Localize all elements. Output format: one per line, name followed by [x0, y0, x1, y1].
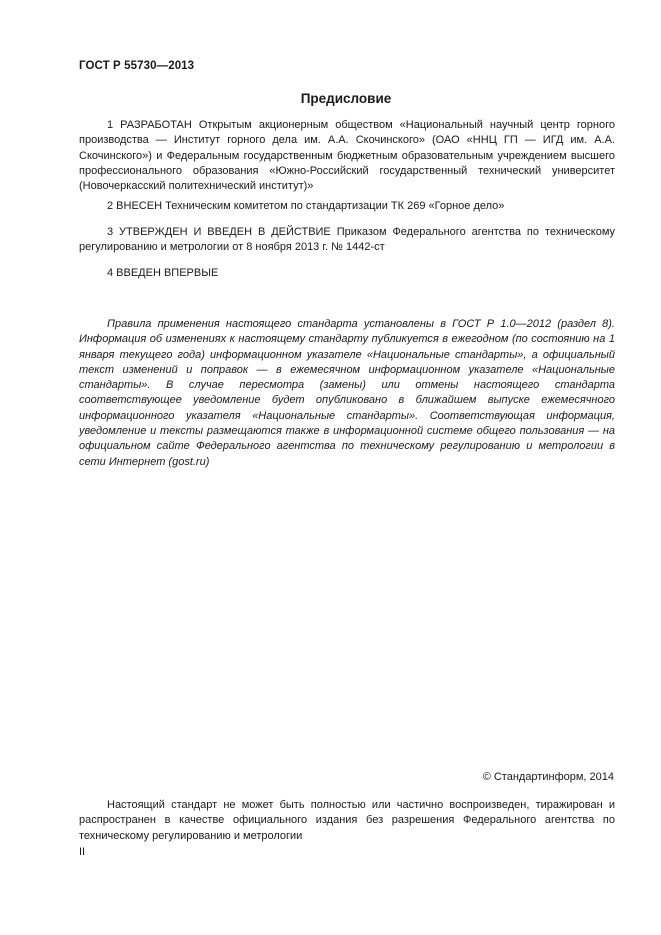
- foreword-item-2-text: Техническим комитетом по стандартизации ТК 269 «Горное дело»: [162, 200, 505, 212]
- foreword-item-4: [79, 266, 615, 281]
- page-number: II: [79, 846, 86, 858]
- foreword-item-2-label: 2 ВНЕСЕН: [107, 200, 163, 212]
- foreword-item-3-label: 3 УТВЕРЖДЕН И ВВЕДЕН В ДЕЙСТВИЕ: [107, 226, 331, 238]
- foreword-item-1: [79, 118, 615, 194]
- foreword-item-3-text: Приказом Федерального агентства по техническому регулированию и метрологии от 8 ноября 2013 г. № 1442-ст: [79, 226, 615, 254]
- legal-notice: Настоящий стандарт не может быть полностью или частично воспроизведен, тиражирован и распространен в качестве официального издания без разрешения Федерального агентства по техническому регулированию и метрологии: [79, 799, 615, 842]
- foreword-item-3: [79, 225, 615, 256]
- document-header: ГОСТ Р 55730—2013: [79, 60, 195, 72]
- foreword-item-1-text: Открытым акционерным обществом «Национальный научный центр горного производства — Институт горного дела им. А.А. Скочинского» (ОАО «ННЦ ГП — ИГД им. А.А. Скочинского») и Федеральным государственным бюджетным образовательным учреждением высшего профессионального образования «Южно-Российский государственный технический университет (Новочеркасский политехнический институт)»: [79, 119, 616, 193]
- section-title: Предисловие: [300, 91, 392, 106]
- foreword-item-2: [79, 199, 615, 214]
- foreword-item-4-label: 4 ВВЕДЕН ВПЕРВЫЕ: [107, 267, 219, 279]
- foreword-item-1-label: 1 РАЗРАБОТАН: [107, 119, 192, 131]
- copyright-notice: © Стандартинформ, 2014: [482, 771, 614, 783]
- usage-note: Правила применения настоящего стандарта установлены в ГОСТ Р 1.0—2012 (раздел 8). Информация об изменениях к настоящему стандарту публикуется в ежегодном (по состоянию на 1 января текущего года) информационном указателе «Национальные стандарты», а официальный текст изменений и поправок — в ежемесячном информационном указателе «Национальные стандарты». В случае пересмотра (замены) или отмены настоящего стандарта соответствующее уведомление будет опубликовано в ближайшем выпуске ежемесячного информационного указателя «Национальные стандарты». Соответствующая информация, уведомление и тексты размещаются также в информационной системе общего пользования — на официальном сайте Федерального агентства по техническому регулированию и метрологии в сети Интернет (gost.ru): [79, 318, 615, 468]
